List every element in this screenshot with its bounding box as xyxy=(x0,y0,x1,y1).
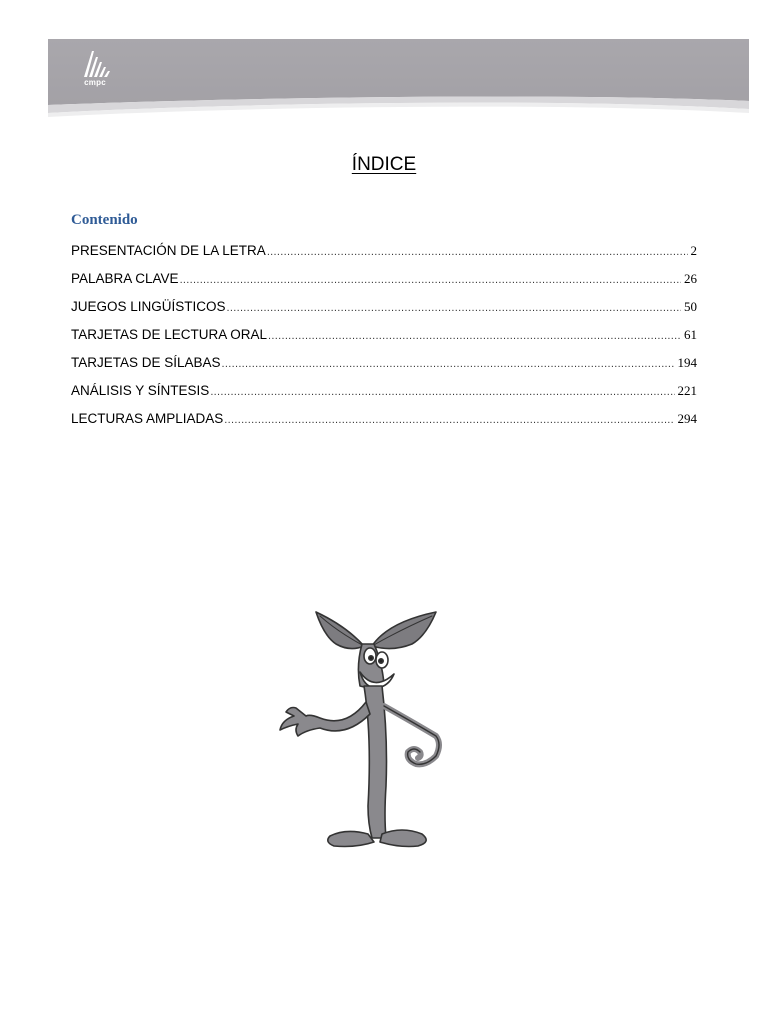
toc-entry-label: LECTURAS AMPLIADAS xyxy=(71,411,224,426)
toc-leader-dots xyxy=(224,414,674,426)
page-title: ÍNDICE xyxy=(351,154,417,175)
toc-entry-label: TARJETAS DE SÍLABAS xyxy=(71,355,221,370)
toc-entry-label: JUEGOS LINGÜÍSTICOS xyxy=(71,299,226,314)
toc-entry[interactable] xyxy=(71,327,697,355)
toc-leader-dots xyxy=(180,274,681,286)
table-of-contents xyxy=(71,243,697,439)
toc-entry-page: 2 xyxy=(690,243,697,258)
toc-entry-label: ANÁLISIS Y SÍNTESIS xyxy=(71,383,210,398)
section-heading: Contenido xyxy=(71,212,138,228)
toc-leader-dots xyxy=(222,358,675,370)
toc-entry-page: 194 xyxy=(677,355,697,370)
plant-mascot-icon xyxy=(276,606,444,852)
toc-entry[interactable] xyxy=(71,299,697,327)
toc-leader-dots xyxy=(267,246,688,258)
toc-entry-page: 294 xyxy=(677,411,697,426)
toc-entry[interactable] xyxy=(71,243,697,271)
toc-entry-label: TARJETAS DE LECTURA ORAL xyxy=(71,327,268,342)
toc-entry-page: 221 xyxy=(677,383,697,398)
toc-entry[interactable] xyxy=(71,271,697,299)
toc-entry-label: PRESENTACIÓN DE LA LETRA xyxy=(71,243,266,258)
toc-leader-dots xyxy=(227,302,681,314)
toc-leader-dots xyxy=(268,330,681,342)
toc-entry[interactable] xyxy=(71,355,697,383)
toc-entry-label: PALABRA CLAVE xyxy=(71,271,179,286)
toc-entry-page: 50 xyxy=(684,299,697,314)
toc-entry-page: 26 xyxy=(684,271,697,286)
logo-text: cmpc xyxy=(84,78,106,87)
toc-entry-page: 61 xyxy=(684,327,697,342)
toc-leader-dots xyxy=(210,386,674,398)
toc-entry[interactable] xyxy=(71,411,697,439)
toc-entry[interactable] xyxy=(71,383,697,411)
header-banner xyxy=(48,39,749,119)
